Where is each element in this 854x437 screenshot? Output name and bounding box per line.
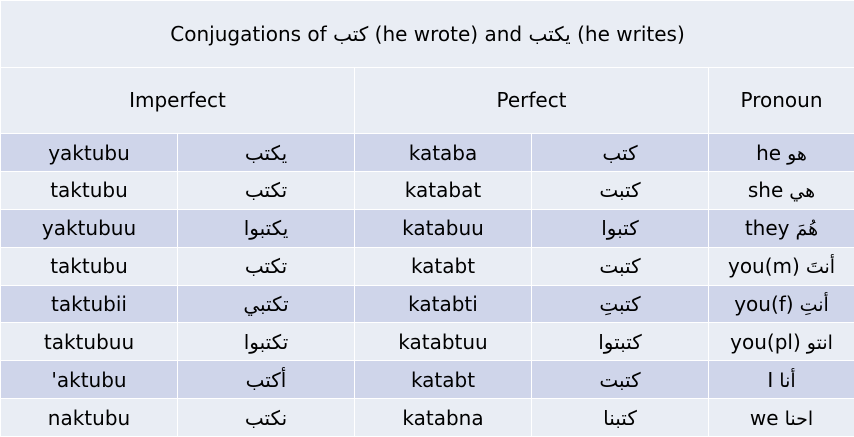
perfect-arabic-cell: كتبوا <box>532 209 709 247</box>
imperfect-arabic-cell: نكتب <box>178 399 355 437</box>
pronoun-cell <box>709 134 854 172</box>
title-row <box>1 1 854 68</box>
imperfect-latin-cell: yaktubuu <box>1 209 178 247</box>
pronoun-english: I <box>767 367 774 392</box>
imperfect-latin-cell: naktubu <box>1 399 178 437</box>
imperfect-latin-cell: yaktubu <box>1 134 178 172</box>
perfect-latin-cell: katabt <box>355 361 532 399</box>
header-pronoun: Pronoun <box>709 67 854 134</box>
imperfect-arabic-cell: يكتب <box>178 134 355 172</box>
imperfect-latin-cell: 'aktubu <box>1 361 178 399</box>
header-row <box>1 67 854 134</box>
imperfect-arabic-cell: تكتبي <box>178 285 355 323</box>
pronoun-cell <box>709 323 854 361</box>
table-row <box>1 323 854 361</box>
imperfect-arabic-cell: أكتب <box>178 361 355 399</box>
perfect-arabic-cell: كتبتوا <box>532 323 709 361</box>
pronoun-cell <box>709 209 854 247</box>
conjugation-rows <box>1 134 854 437</box>
header-perfect: Perfect <box>355 67 709 134</box>
imperfect-latin-cell: taktubu <box>1 247 178 285</box>
table-row <box>1 134 854 172</box>
pronoun-english: we <box>749 405 779 430</box>
perfect-arabic-cell: كتبت <box>532 361 709 399</box>
pronoun-arabic: أنتَ <box>805 256 836 279</box>
pronoun-arabic: احنا <box>784 407 814 430</box>
imperfect-latin-cell: taktubii <box>1 285 178 323</box>
table-title <box>1 1 854 68</box>
table-row <box>1 209 854 247</box>
pronoun-english: you(f) <box>734 292 794 317</box>
pronoun-arabic: هي <box>789 180 816 203</box>
perfect-arabic-cell: كتبت <box>532 172 709 210</box>
perfect-latin-cell: katabna <box>355 399 532 437</box>
perfect-latin-cell: katabat <box>355 172 532 210</box>
pronoun-arabic: أنا <box>779 369 796 392</box>
perfect-latin-cell: katabtuu <box>355 323 532 361</box>
pronoun-arabic: أنتِ <box>799 294 829 317</box>
pronoun-cell <box>709 247 854 285</box>
title-imperfect-arabic: يكتب <box>528 21 571 46</box>
pronoun-cell <box>709 361 854 399</box>
pronoun-cell <box>709 285 854 323</box>
pronoun-english: they <box>744 216 790 241</box>
pronoun-english: she <box>747 178 784 203</box>
perfect-arabic-cell: كتبتِ <box>532 285 709 323</box>
pronoun-arabic: انتو <box>806 331 833 354</box>
perfect-arabic-cell: كتب <box>532 134 709 172</box>
pronoun-english: he <box>756 140 782 165</box>
pronoun-arabic: هُمَ <box>795 218 819 241</box>
perfect-latin-cell: katabt <box>355 247 532 285</box>
title-imperfect-gloss: (he writes) <box>570 21 685 46</box>
imperfect-arabic-cell: تكتبوا <box>178 323 355 361</box>
perfect-latin-cell: kataba <box>355 134 532 172</box>
table-row <box>1 361 854 399</box>
perfect-arabic-cell: كتبت <box>532 247 709 285</box>
table-row <box>1 399 854 437</box>
title-perfect-arabic: كتب <box>333 21 369 46</box>
pronoun-english: you(pl) <box>730 329 801 354</box>
perfect-latin-cell: katabuu <box>355 209 532 247</box>
pronoun-cell <box>709 399 854 437</box>
imperfect-latin-cell: taktubu <box>1 172 178 210</box>
pronoun-english: you(m) <box>727 254 800 279</box>
table-row <box>1 172 854 210</box>
table-row <box>1 247 854 285</box>
imperfect-latin-cell: taktubuu <box>1 323 178 361</box>
pronoun-cell <box>709 172 854 210</box>
imperfect-arabic-cell: تكتب <box>178 247 355 285</box>
imperfect-arabic-cell: يكتبوا <box>178 209 355 247</box>
pronoun-arabic: هو <box>787 142 807 165</box>
imperfect-arabic-cell: تكتب <box>178 172 355 210</box>
perfect-arabic-cell: كتبنا <box>532 399 709 437</box>
title-prefix: Conjugations of <box>170 21 334 46</box>
perfect-latin-cell: katabti <box>355 285 532 323</box>
header-imperfect: Imperfect <box>1 67 355 134</box>
table-row <box>1 285 854 323</box>
title-perfect-gloss: (he wrote) and <box>368 21 529 46</box>
